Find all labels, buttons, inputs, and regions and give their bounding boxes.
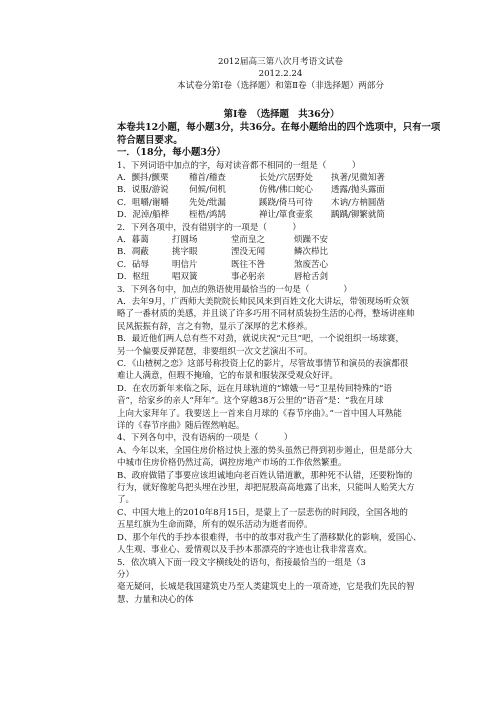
option-cell: B．凋蔽 <box>117 247 149 258</box>
option-cell: 先处/纰漏 <box>189 197 226 208</box>
option-cell: 既往不咎 <box>231 259 266 270</box>
question-3-text: D．在农历新年来临之际，远在月球轨道的“嫦娥一号”卫星传回特殊的“语 <box>117 383 392 394</box>
question-4-text: A、今年以来，全国住房价格过快上涨的势头虽然已得到初步遏止，但是部分大 <box>117 445 413 456</box>
exam-header <box>115 56 446 92</box>
option-cell: 踽踽/铆繁就简 <box>331 210 385 221</box>
question-3-text: 民风振振有辞，言之有物，显示了深厚的艺术修养。 <box>117 321 313 332</box>
option-cell: 烦躁不安 <box>294 234 329 245</box>
option-cell: 伺候/伺机 <box>189 185 226 196</box>
option-cell: 堂而皇之 <box>231 234 266 245</box>
question-3-text: 上向大家拜年了。我要送上一首来自月球的《春节序曲》。”一首中国人耳熟能 <box>117 408 402 419</box>
question-4-text: C、中国大地上的2010年8月15日，是蒙上了一层悲伤的时间段，全国各地的 <box>117 507 408 518</box>
option-cell: 挑字眼 <box>172 247 198 258</box>
part-heading: 一．（18分，每小题3分） <box>117 147 226 158</box>
question-4-text: D、那个年代的手抄本很难得，书中的故事对我产生了潜移默化的影响，爱国心、 <box>117 532 422 543</box>
option-cell: 蹊跷/倚马可待 <box>259 197 313 208</box>
option-cell: 禅让/箪食壶浆 <box>259 210 313 221</box>
exam-subtitle: 本试卷分第Ⅰ卷（选择题）和第Ⅱ卷（非选择题）两部分 <box>177 81 384 91</box>
question-2-option <box>117 259 446 271</box>
question-1-option <box>117 172 446 184</box>
option-cell: 煞废苦心 <box>294 259 329 270</box>
question-3-stem: 3．下列各句中，加点的熟语使用最恰当的一句是（ ） <box>117 284 352 295</box>
question-3-text: 音”，给家乡的亲人“拜年”。这个穿越38万公里的“语音”是：“我在月球 <box>117 396 384 407</box>
option-cell: 执著/见微知著 <box>331 172 385 183</box>
question-2-option <box>117 246 446 258</box>
exam-date: 2012.2.24 <box>258 69 303 79</box>
option-cell: 唇枪舌剑 <box>294 272 329 283</box>
option-cell: 湮没无闻 <box>231 247 266 258</box>
question-3-text: 另一个偏要反弹琵琶，非要组织一次文艺演出不可。 <box>117 346 313 357</box>
question-5-stem: 分） <box>117 569 135 580</box>
option-cell: 透露/抛头露面 <box>331 185 385 196</box>
option-cell: 木讷/方枘圆凿 <box>331 197 385 208</box>
section-title: 第Ⅰ卷 （选择题 共36分） <box>223 109 340 120</box>
option-cell: 稽首/稽查 <box>189 172 226 183</box>
question-5-text: 慧、力量和决心的体 <box>117 594 194 605</box>
option-cell: 打圆场 <box>172 234 198 245</box>
question-1-option <box>117 184 446 196</box>
option-cell: 仿佛/佛口蛇心 <box>259 185 313 196</box>
question-2-option <box>117 234 446 246</box>
option-cell: 唱双簧 <box>172 272 198 283</box>
question-4-text: B、政府做错了事要应该坦诚地向老百姓认错道歉，那种死不认错，还要粉饰的 <box>117 470 413 481</box>
question-4-stem: 4、下列各句中，没有语病的一项是（ ） <box>117 433 293 444</box>
question-4-text: 了。 <box>117 495 135 506</box>
option-cell: D．泥淖/船桦 <box>117 210 170 221</box>
question-1-option <box>117 197 446 209</box>
option-cell: B．说服/游说 <box>117 185 169 196</box>
question-2-option <box>117 271 446 283</box>
question-3-text: A．去年9月，广西师大美院院长帅民风来到百姓文化大讲坛，带领现场听众领 <box>117 296 410 307</box>
question-3-text: 难让人满意，但瑕不掩瑜，它的布景和服装深受观众好评。 <box>117 371 339 382</box>
question-3-text: 略了一番材质的美感，并且谈了许多巧用不同材质装扮生活的心得，整场讲座帅 <box>117 309 415 320</box>
option-cell: C．咀嚼/谢嚼 <box>117 197 169 208</box>
section-note: 本卷共12小题，每小题3分，共36分。在每小题给出的四个选项中，只有一项符合题目要求。 <box>117 122 441 146</box>
question-4-text: 中城市住房价格仍然过高，调控房地产市场的工作依然繁重。 <box>117 458 347 469</box>
question-4-text: 行为，就好像鸵鸟把头埋在沙里，却把屁股高高地露了出来，只能叫人贻笑大方 <box>117 483 415 494</box>
option-cell: 长处/穴居野处 <box>259 172 313 183</box>
option-cell: 明信片 <box>172 259 198 270</box>
option-cell: 事必躬亲 <box>231 272 266 283</box>
question-3-text: 详的《春节序曲》随后铿然响起。 <box>117 421 245 432</box>
option-cell: A．颤抖/颤栗 <box>117 172 169 183</box>
question-5-text: 毫无疑问，长城是我国建筑史乃至人类建筑史上的一项奇迹，它是我们先民的智 <box>117 582 415 593</box>
question-4-text: 人生观、事业心、爱情观以及手抄本那漂亮的字迹也让我非常喜欢。 <box>117 545 373 556</box>
option-cell: 鳞次栉比 <box>294 247 329 258</box>
option-cell: C．砧辱 <box>117 259 150 270</box>
exam-title: 2012届高三第八次月考语文试卷 <box>218 57 343 67</box>
question-3-text: B．最近他们两人总有些不对劲，就说庆祝“元旦”吧，一个说组织一场球赛， <box>117 334 404 345</box>
question-1-option <box>117 209 446 221</box>
question-1-stem: 1、下列词语中加点的字，每对读音都不相同的一组是（ ） <box>117 160 361 171</box>
option-cell: A．暮蔼 <box>117 234 149 245</box>
question-2-stem: 2．下列各项中，没有错别字的一项是（ ） <box>117 222 301 233</box>
question-3-text: C．《山楂树之恋》这部号称投资上亿的影片，尽管故事情节和演员的表演都很 <box>117 359 409 369</box>
option-cell: D．枢纽 <box>117 272 150 283</box>
question-5-stem: 5．依次填入下面一段文字横线处的语句，衔接最恰当的一组是（3 <box>117 557 366 568</box>
question-4-text: 五星红旗为生命而降，所有的娱乐活动为逝者而停。 <box>117 520 313 531</box>
option-cell: 桎梏/鸿鹄 <box>189 210 226 221</box>
